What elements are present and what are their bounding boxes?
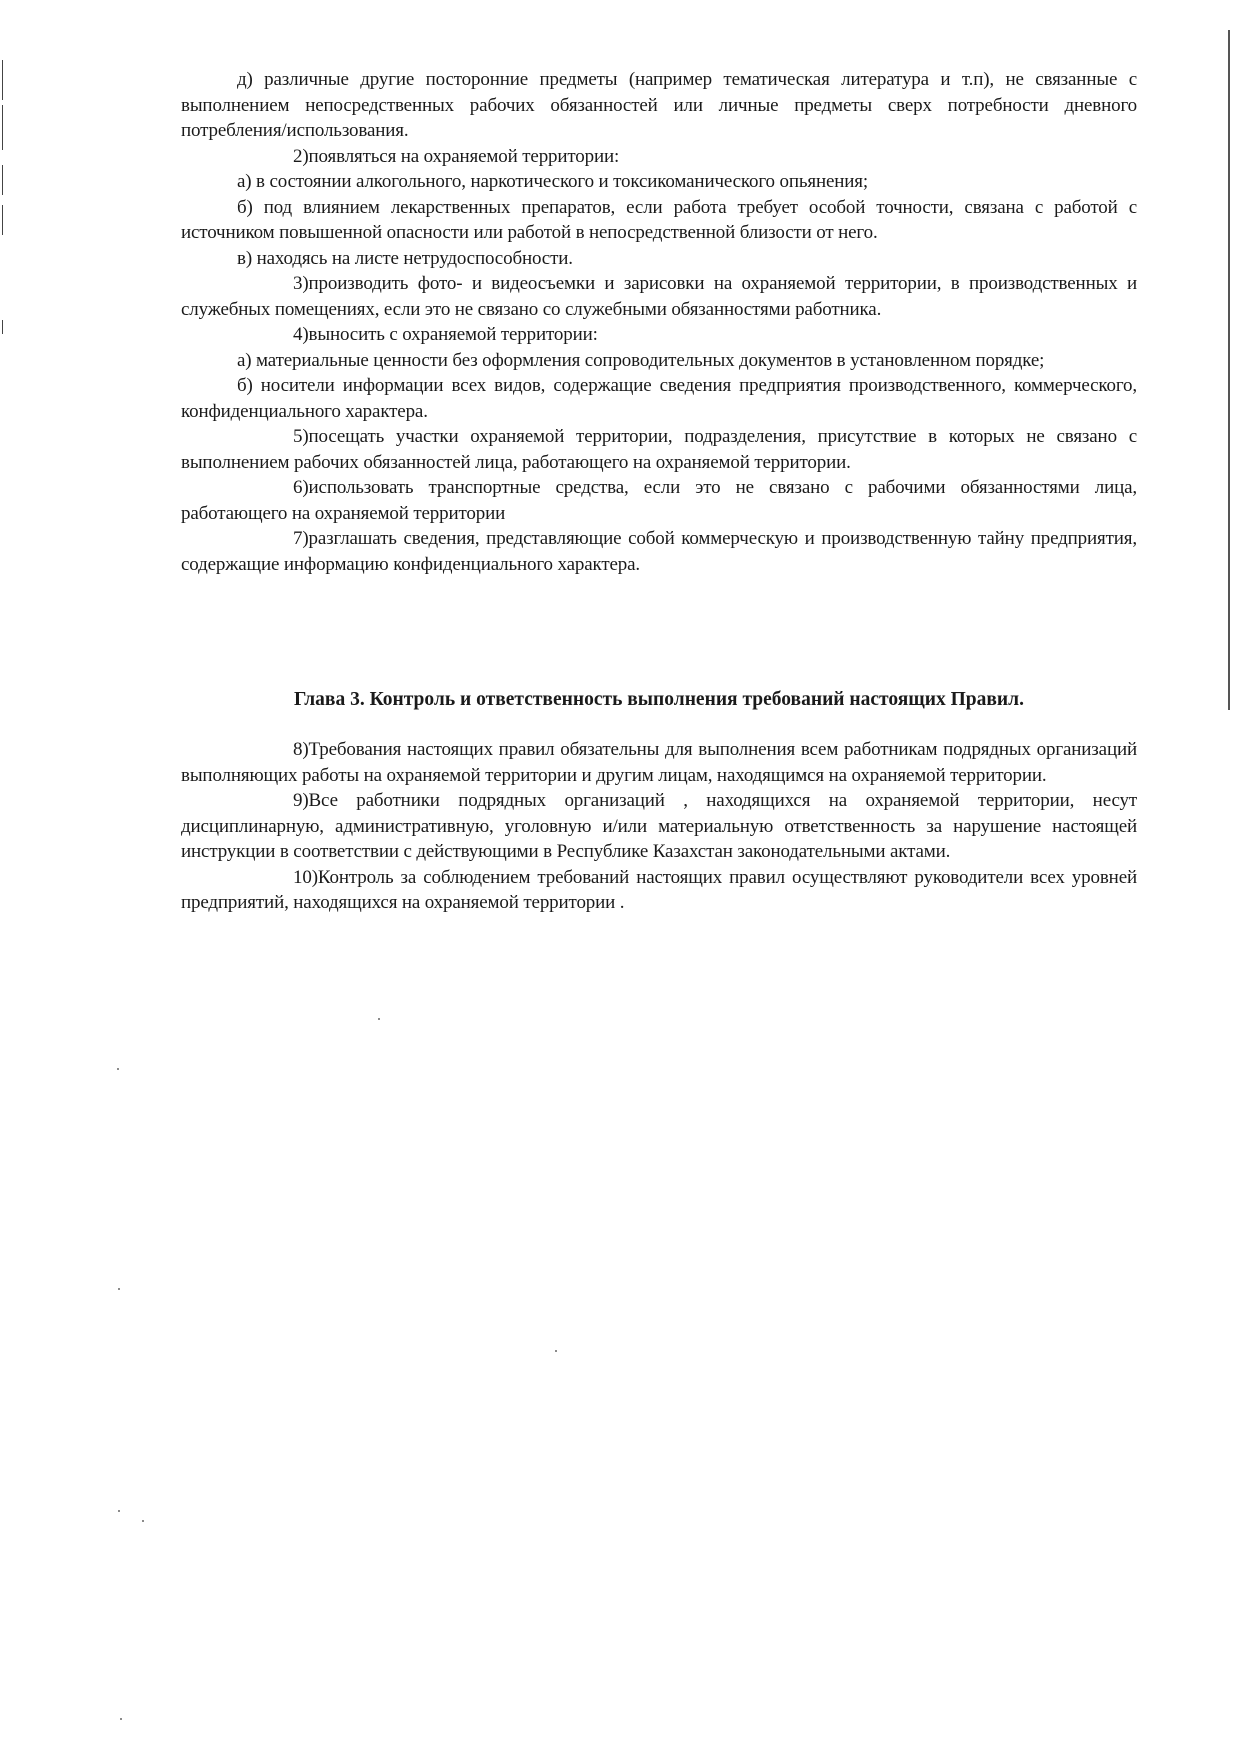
item-text: в) находясь на листе нетрудоспособности. xyxy=(237,247,573,269)
item-text: появляться на охраняемой территории: xyxy=(308,145,620,167)
list-item xyxy=(181,322,1137,348)
scan-edge-left-mark xyxy=(2,60,3,100)
item-text: Все работники подрядных организаций , находящихся на охраняемой территории, несут дисциплинарную, административную, уголовную и/или материальную ответственность за нарушение настоящей инструкции в соответствии с действующими в Республике Казахстан законодательными актами. xyxy=(181,790,1137,862)
scan-speck xyxy=(118,1288,120,1290)
list-item xyxy=(181,169,1137,195)
item-number: 9) xyxy=(293,790,309,811)
item-text: а) материальные ценности без оформления сопроводительных документов в установленном порядке; xyxy=(237,349,1045,371)
scan-edge-left-mark xyxy=(2,205,3,235)
item-text: разглашать сведения, представляющие собой коммерческую и производственную тайну предприятия, содержащие информацию конфиденциального характера. xyxy=(181,528,1137,575)
item-text: д) различные другие посторонние предметы (например тематическая литература и т.п), не связанные с выполнением непосредственных рабочих обязанностей или личные предметы сверх потребности дневного потребления/использования. xyxy=(181,69,1137,141)
list-item xyxy=(181,348,1137,374)
scan-speck xyxy=(378,1018,380,1020)
item-text: б) под влиянием лекарственных препаратов, если работа требует особой точности, связана с работой с источником повышенной опасности или работой в непосредственной близости от него. xyxy=(181,196,1137,243)
scan-edge-left-mark xyxy=(2,320,3,334)
scan-speck xyxy=(118,1510,120,1512)
list-item xyxy=(181,526,1137,577)
item-number: 8) xyxy=(293,739,309,760)
item-text: использовать транспортные средства, если это не связано с рабочими обязанностями лица, работающего на охраняемой территории xyxy=(181,477,1137,524)
list-item xyxy=(181,271,1137,322)
list-item xyxy=(181,373,1137,424)
scan-speck xyxy=(120,1718,122,1720)
item-text: Требования настоящих правил обязательны для выполнения всем работникам подрядных организаций выполняющих работы на охраняемой территории и другим лицам, находящимся на охраняемой территории. xyxy=(181,739,1137,786)
scan-speck xyxy=(142,1520,144,1522)
scan-speck xyxy=(555,1350,557,1352)
list-item xyxy=(181,144,1137,170)
item-number: 3) xyxy=(293,273,309,294)
list-item xyxy=(181,424,1137,475)
item-number: 7) xyxy=(293,528,309,549)
item-number: 10) xyxy=(293,866,318,888)
item-text: Контроль за соблюдением требований настоящих правил осуществляют руководители всех уровней предприятий, находящихся на охраняемой территории . xyxy=(181,866,1137,913)
item-text: выносить с охраняемой территории: xyxy=(308,324,598,345)
item-text: а) в состоянии алкогольного, наркотического и токсикоманического опьянения; xyxy=(237,171,869,192)
list-item xyxy=(181,195,1137,246)
list-item xyxy=(181,67,1137,144)
scan-edge-left-mark xyxy=(2,165,3,195)
scan-edge-left-mark xyxy=(2,105,3,150)
list-item xyxy=(181,788,1137,865)
list-item xyxy=(181,737,1137,788)
list-item xyxy=(181,475,1137,526)
item-text: б) носители информации всех видов, содержащие сведения предприятия производственного, коммерческого, конфиденциального характера. xyxy=(181,375,1137,422)
chapter-heading: Глава 3. Контроль и ответственность выполнения требований настоящих Правил. xyxy=(294,689,1024,710)
rules-list-continued xyxy=(181,67,1137,577)
item-number: 6) xyxy=(293,477,309,498)
item-number: 5) xyxy=(293,426,309,447)
item-number: 2) xyxy=(293,145,309,167)
list-item xyxy=(181,865,1137,916)
scan-edge-right-line xyxy=(1228,30,1230,710)
item-number: 4) xyxy=(293,324,309,345)
item-text: посещать участки охраняемой территории, подразделения, присутствие в которых не связано с выполнением рабочих обязанностей лица, работающего на охраняемой территории. xyxy=(181,426,1137,473)
item-text: производить фото- и видеосъемки и зарисовки на охраняемой территории, в производственных и служебных помещениях, если это не связано со служебными обязанностями работника. xyxy=(181,273,1137,320)
chapter-3-items xyxy=(181,737,1137,916)
scan-speck xyxy=(117,1068,119,1070)
list-item xyxy=(181,246,1137,272)
